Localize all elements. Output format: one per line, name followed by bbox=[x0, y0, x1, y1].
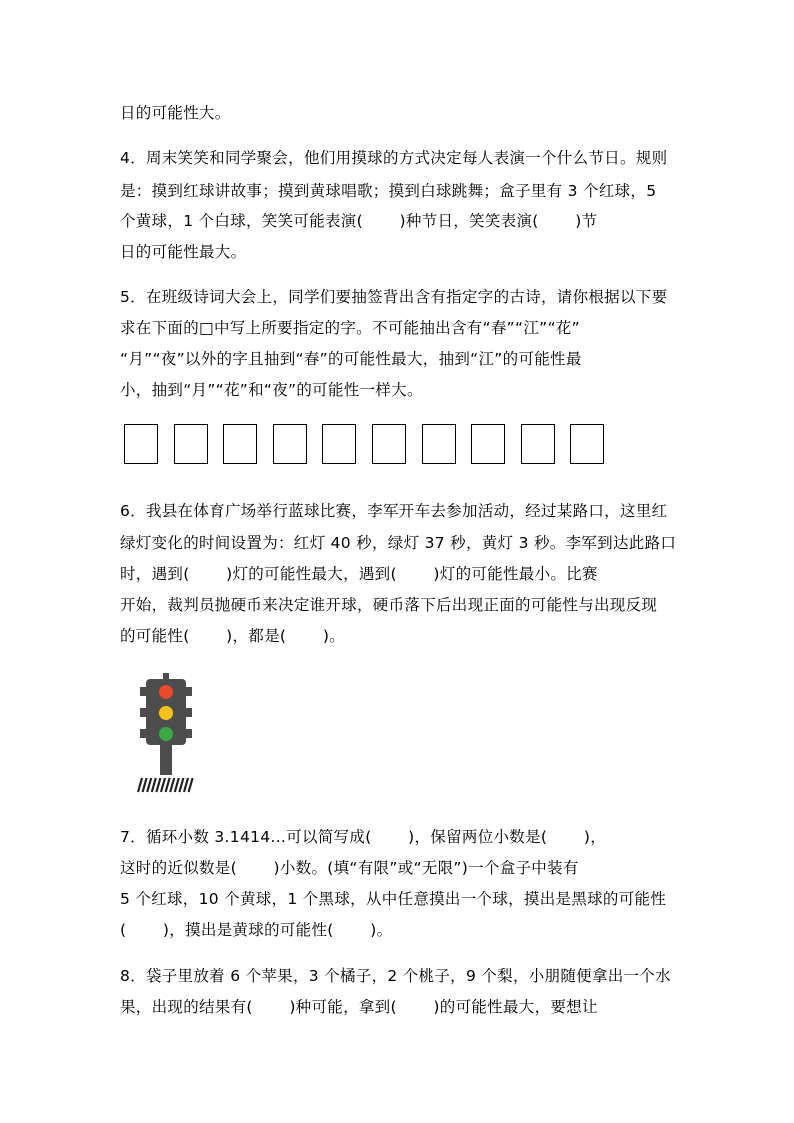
ground-hatch-icon bbox=[138, 778, 193, 792]
question-6-line-3: 时，遇到( )灯的可能性最大，遇到( )灯的可能性最小。比赛 bbox=[120, 565, 598, 583]
question-7-line-1: 7．循环小数 3.1414…可以简写成( )，保留两位小数是( )， bbox=[120, 828, 606, 846]
question-5-line-2: 求在下面的□中写上所要指定的字。不可能抽出含有“春”“江”“花” bbox=[120, 319, 580, 337]
question-6-line-1: 6．我县在体育广场举行蓝球比赛，李军开车去参加活动，经过某路口，这里红 bbox=[120, 502, 668, 520]
traffic-light-image bbox=[136, 673, 196, 798]
question-7-line-4: ( )，摸出是黄球的可能性( )。 bbox=[120, 921, 393, 939]
yellow-light-icon bbox=[159, 706, 173, 720]
answer-box[interactable] bbox=[372, 424, 406, 464]
question-4-line-3: 个黄球，1 个白球，笑笑可能表演( )种节日，笑笑表演( )节 bbox=[120, 212, 598, 230]
question-8-line-1: 8．袋子里放着 6 个苹果，3 个橘子，2 个桃子，9 个梨，小朋随便拿出一个水 bbox=[120, 967, 671, 985]
answer-box[interactable] bbox=[223, 424, 257, 464]
answer-box[interactable] bbox=[471, 424, 505, 464]
answer-box[interactable] bbox=[570, 424, 604, 464]
answer-box[interactable] bbox=[273, 424, 307, 464]
green-light-icon bbox=[159, 727, 173, 741]
question-5-line-4: 小，抽到“月”“花”和“夜”的可能性一样大。 bbox=[120, 381, 423, 399]
question-8-line-2: 果，出现的结果有( )种可能，拿到( )的可能性最大，要想让 bbox=[120, 998, 598, 1016]
red-light-icon bbox=[159, 685, 173, 699]
question-6-line-5: 的可能性( )，都是( )。 bbox=[120, 627, 345, 645]
question-5-line-1: 5．在班级诗词大会上，同学们要抽签背出含有指定字的古诗，请你根据以下要 bbox=[120, 288, 668, 306]
answer-box[interactable] bbox=[124, 424, 158, 464]
answer-box[interactable] bbox=[174, 424, 208, 464]
answer-box[interactable] bbox=[422, 424, 456, 464]
question-4-line-1: 4．周末笑笑和同学聚会，他们用摸球的方式决定每人表演一个什么节日。规则 bbox=[120, 149, 668, 167]
text-line: 日的可能性大。 bbox=[120, 104, 231, 122]
question-6-line-2: 绿灯变化的时间设置为：红灯 40 秒，绿灯 37 秒，黄灯 3 秒。李军到达此路口 bbox=[120, 534, 677, 552]
question-5-line-3: “月”“夜”以外的字且抽到“春”的可能性最大，抽到“江”的可能性最 bbox=[120, 350, 582, 368]
answer-box[interactable] bbox=[521, 424, 555, 464]
question-4-line-2: 是：摸到红球讲故事；摸到黄球唱歌；摸到白球跳舞；盒子里有 3 个红球，5 bbox=[120, 182, 657, 200]
question-7-line-2: 这时的近似数是( )小数。(填“有限”或“无限”)一个盒子中装有 bbox=[120, 859, 579, 877]
question-4-line-4: 日的可能性最大。 bbox=[120, 243, 247, 261]
question-6-line-4: 开始，裁判员抛硬币来决定谁开球，硬币落下后出现正面的可能性与出现反现 bbox=[120, 596, 658, 614]
answer-box[interactable] bbox=[322, 424, 356, 464]
question-7-line-3: 5 个红球，10 个黄球，1 个黑球，从中任意摸出一个球，摸出是黑球的可能性 bbox=[120, 890, 667, 908]
